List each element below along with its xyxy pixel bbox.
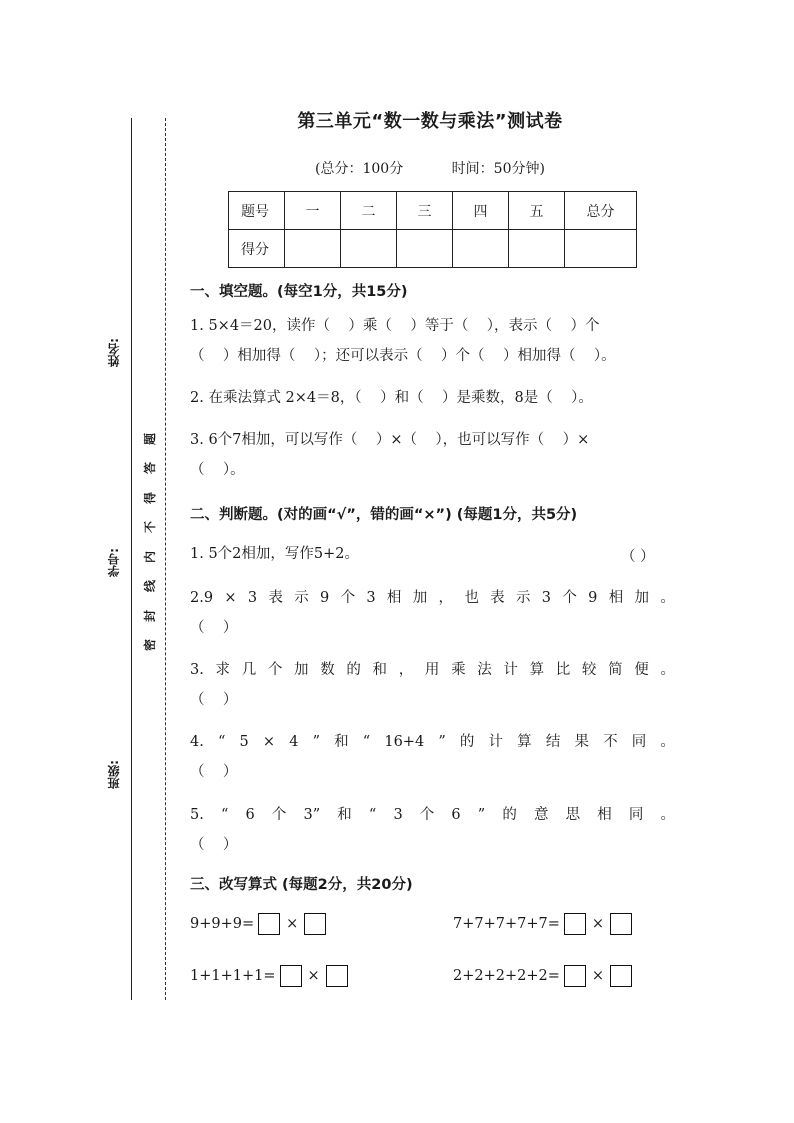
- question-word: 个: [340, 590, 356, 606]
- answer-box[interactable]: [258, 913, 280, 935]
- question-word: 加: [634, 590, 650, 606]
- seal-char: 得: [142, 491, 157, 504]
- question-text: （ ）相加得（ ）；还可以表示（ ）个（ ）相加得（ ）。: [190, 348, 616, 364]
- question-word: ，: [438, 590, 454, 606]
- question-word: 果: [574, 734, 589, 750]
- question-word: ，: [398, 662, 414, 678]
- seal-line-notice: [139, 432, 161, 652]
- question-word: 思: [565, 807, 581, 823]
- question-judge-3: [190, 655, 675, 715]
- table-cell: 五: [509, 192, 565, 230]
- question-fill-1: [190, 311, 675, 371]
- question-text: 3. 6个7相加，可以写作（ ）×（ ），也可以写作（ ）×: [190, 432, 590, 448]
- question-word: 数: [320, 662, 335, 678]
- question-text: 1. 5×4＝20，读作（ ）乘（ ）等于（ ），表示（ ）个: [190, 318, 600, 334]
- question-text: [190, 727, 675, 757]
- section-heading-fill-in: 一、填空题。(每空1分，共15分): [190, 284, 408, 300]
- addition-expression: 1+1+1+1=: [190, 968, 276, 984]
- answer-paren[interactable]: （ ）: [190, 764, 238, 780]
- question-word: 16+4: [384, 734, 425, 750]
- answer-paren[interactable]: （ ）: [190, 620, 238, 636]
- question-word: ”: [438, 734, 446, 750]
- question-word: “: [362, 734, 371, 750]
- question-word: 较: [581, 662, 597, 678]
- seal-char: 不: [142, 521, 157, 534]
- answer-box[interactable]: [610, 913, 632, 935]
- table-cell: 一: [285, 192, 341, 230]
- question-word: 的: [346, 662, 361, 678]
- question-word: 相: [608, 590, 624, 606]
- addition-expression: 9+9+9=: [190, 916, 255, 932]
- question-word: ×: [262, 734, 276, 750]
- question-word: 3.: [190, 662, 204, 678]
- question-word: 9: [588, 590, 598, 606]
- question-word: 加: [412, 590, 428, 606]
- question-word: “: [220, 807, 229, 823]
- question-fill-3: [190, 425, 675, 485]
- question-word: 5: [239, 734, 249, 750]
- question-word: 个: [419, 807, 435, 823]
- question-word: 相: [597, 807, 612, 823]
- question-word: 乘: [451, 662, 466, 678]
- question-word: ”: [477, 807, 486, 823]
- score-entry-cell[interactable]: [565, 230, 637, 268]
- score-entry-cell[interactable]: [453, 230, 509, 268]
- question-word: 3: [247, 590, 258, 606]
- answer-box[interactable]: [564, 913, 586, 935]
- question-word: 结: [545, 734, 561, 750]
- question-word: 3: [366, 590, 376, 606]
- rewrite-item: [453, 965, 636, 987]
- score-entry-cell[interactable]: [285, 230, 341, 268]
- score-entry-cell[interactable]: [509, 230, 565, 268]
- question-text: [190, 800, 675, 830]
- question-word: 6: [245, 807, 255, 823]
- question-word: “: [217, 734, 226, 750]
- answer-box[interactable]: [610, 965, 632, 987]
- question-word: 和: [372, 662, 388, 678]
- table-cell: 二: [341, 192, 397, 230]
- rewrite-item: [190, 913, 330, 935]
- seal-char: 题: [142, 432, 157, 446]
- question-word: 表: [490, 590, 505, 606]
- answer-paren[interactable]: （ ）: [190, 837, 238, 853]
- question-text: [190, 583, 675, 613]
- question-word: 9: [320, 590, 330, 606]
- question-word: 6: [451, 807, 461, 823]
- question-word: ”: [312, 734, 321, 750]
- seal-char: 内: [142, 550, 157, 563]
- question-word: 的: [459, 734, 475, 750]
- times-sign: ×: [591, 916, 605, 932]
- answer-box[interactable]: [564, 965, 586, 987]
- binding-solid-line: [131, 118, 132, 1000]
- question-text: （ ）。: [190, 462, 245, 478]
- question-word: 4.: [190, 734, 204, 750]
- question-word: 意: [533, 807, 549, 823]
- student-id-field-label: 学号:: [107, 548, 121, 577]
- question-judge-5: [190, 800, 675, 860]
- question-word: 计: [503, 662, 518, 678]
- answer-box[interactable]: [326, 965, 348, 987]
- exam-info: [190, 158, 670, 178]
- page-title: 第三单元“数一数与乘法”测试卷: [297, 111, 563, 132]
- section-heading-rewrite: 三、改写算式 (每题2分，共20分): [190, 877, 413, 893]
- section-heading-true-false: 二、判断题。(对的画“√”，错的画“×”) (每题1分，共5分): [190, 507, 578, 523]
- question-judge-2: [190, 583, 675, 643]
- question-word: 加: [294, 662, 309, 678]
- question-word: 法: [477, 662, 492, 678]
- seal-char: 线: [142, 580, 157, 593]
- question-word: 3: [393, 807, 403, 823]
- score-entry-cell[interactable]: [341, 230, 397, 268]
- question-word: ×: [224, 590, 237, 606]
- question-word: 。: [660, 734, 675, 750]
- question-word: 计: [488, 734, 504, 750]
- rewrite-item: [453, 913, 636, 935]
- question-word: “: [368, 807, 377, 823]
- question-word: 相: [386, 590, 402, 606]
- question-word: 个: [271, 807, 287, 823]
- addition-expression: 2+2+2+2+2=: [453, 968, 560, 984]
- question-word: 和: [334, 734, 349, 750]
- times-sign: ×: [286, 916, 299, 932]
- question-word: 简: [608, 662, 623, 678]
- addition-expression: 7+7+7+7+7=: [453, 916, 560, 932]
- question-word: 几: [241, 662, 257, 678]
- question-word: 示: [294, 590, 309, 606]
- table-cell: 得分: [229, 230, 285, 268]
- table-cell: 四: [453, 192, 509, 230]
- question-word: 2.9: [190, 590, 214, 606]
- question-word: 同: [631, 734, 647, 750]
- binding-dashed-line: [165, 118, 166, 1000]
- score-table: [228, 191, 637, 268]
- question-text: 2. 在乘法算式 2×4＝8，（ ）和（ ）是乘数，8是（ ）。: [190, 390, 593, 406]
- question-word: 便: [634, 662, 649, 678]
- name-field-label: 姓名:: [107, 338, 121, 367]
- class-field-label: 班级:: [107, 760, 121, 789]
- question-word: 算: [529, 662, 545, 678]
- question-word: 比: [555, 662, 571, 678]
- question-word: 。: [660, 807, 675, 823]
- answer-box[interactable]: [304, 913, 326, 935]
- question-word: 算: [517, 734, 532, 750]
- question-word: 表: [268, 590, 283, 606]
- time-limit-text: 时间：50分钟): [451, 161, 545, 177]
- table-row: [229, 230, 637, 268]
- seal-char: 答: [142, 462, 157, 475]
- question-word: 的: [502, 807, 517, 823]
- times-sign: ×: [307, 968, 320, 984]
- question-word: 个: [267, 662, 283, 678]
- question-judge-1: [190, 539, 675, 569]
- question-word: 不: [603, 734, 618, 750]
- question-word: 。: [660, 662, 675, 678]
- table-cell: 题号: [229, 192, 285, 230]
- question-word: 求: [215, 662, 231, 678]
- question-word: 用: [424, 662, 440, 678]
- question-word: 个: [562, 590, 577, 606]
- question-word: 3”: [303, 807, 321, 823]
- question-fill-2: [190, 383, 675, 413]
- question-word: 3: [541, 590, 552, 606]
- answer-paren[interactable]: （ ）: [190, 692, 238, 708]
- answer-box[interactable]: [280, 965, 302, 987]
- table-cell: 三: [397, 192, 453, 230]
- question-word: 4: [289, 734, 299, 750]
- answer-paren[interactable]: （ ）: [621, 549, 655, 565]
- question-word: 5.: [190, 807, 204, 823]
- table-row: [229, 192, 637, 230]
- score-entry-cell[interactable]: [397, 230, 453, 268]
- question-word: 也: [464, 590, 479, 606]
- question-judge-4: [190, 727, 675, 787]
- total-score-text: (总分：100分: [315, 161, 404, 177]
- table-cell: 总分: [565, 192, 637, 230]
- times-sign: ×: [591, 968, 605, 984]
- question-word: 同: [628, 807, 644, 823]
- question-word: 和: [337, 807, 352, 823]
- question-text: 1. 5个2相加，写作5+2。: [190, 546, 359, 562]
- question-word: 示: [515, 590, 531, 606]
- question-word: 。: [660, 590, 675, 606]
- seal-char: 密: [142, 638, 157, 651]
- question-text: [190, 655, 675, 685]
- seal-char: 封: [142, 609, 157, 622]
- rewrite-item: [190, 965, 352, 987]
